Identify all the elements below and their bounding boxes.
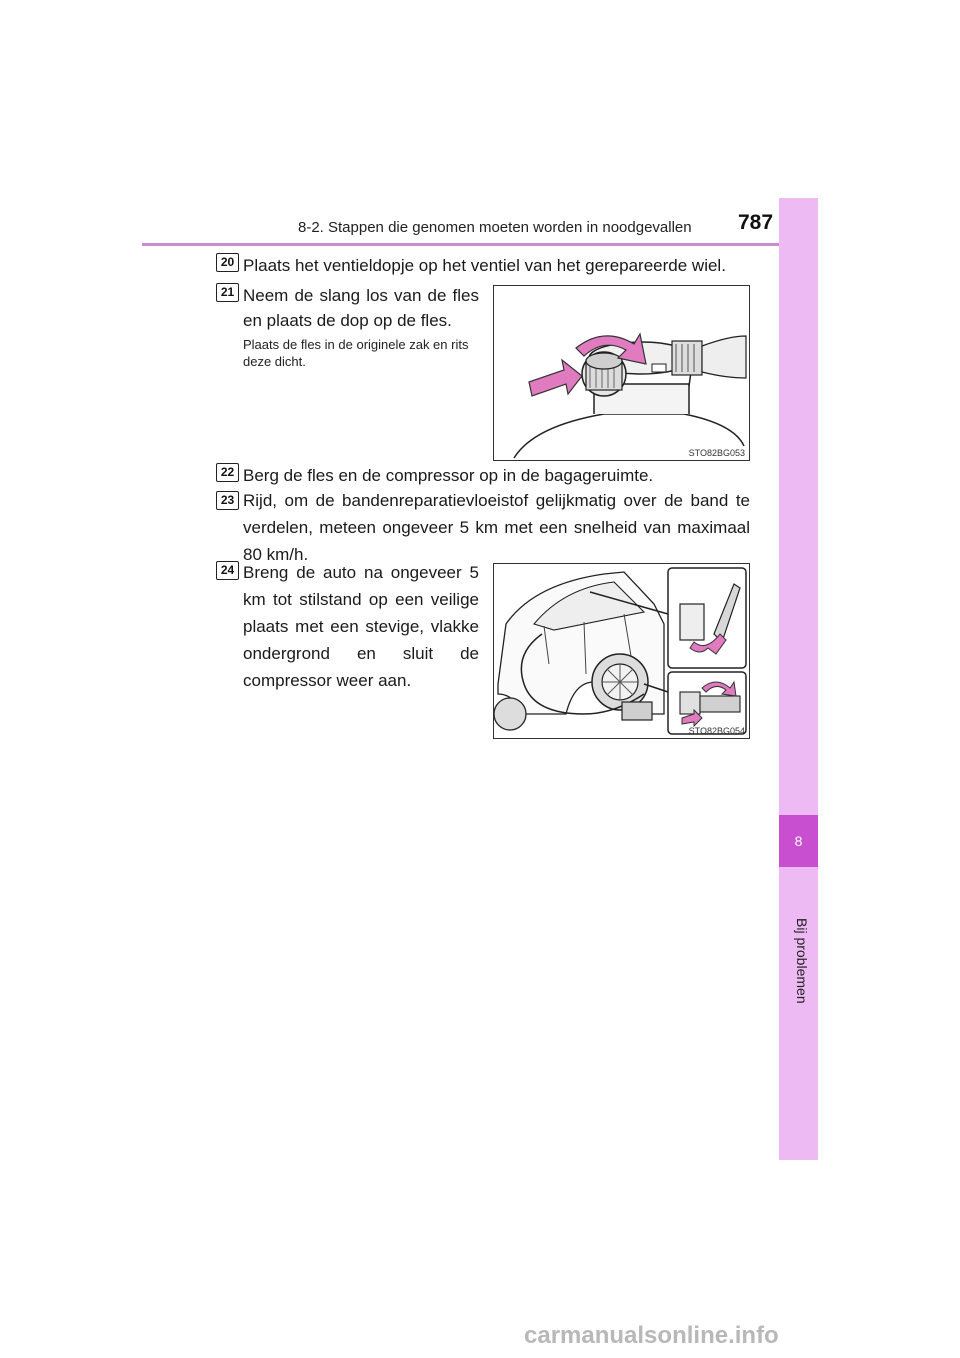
- car-compressor-illustration: [494, 564, 748, 737]
- step-number-23: 23: [216, 491, 239, 510]
- step-note-21: Plaats de fles in de originele zak en rits deze dicht.: [243, 337, 469, 369]
- chapter-title: Bij problemen: [794, 918, 810, 1004]
- figure-bottle-cap: [493, 285, 750, 461]
- header-divider: [142, 243, 818, 246]
- watermark: carmanualsonline.info: [524, 1322, 779, 1349]
- step-number-20: 20: [216, 253, 239, 272]
- figure-code: STO82BG054: [688, 726, 745, 736]
- figure-code: STO82BG053: [688, 448, 745, 458]
- step-text-20: Plaats het ventieldopje op het ventiel van het gerepareerde wiel.: [243, 256, 726, 275]
- step-number-24: 24: [216, 561, 239, 580]
- chapter-number-box: 8: [779, 815, 818, 867]
- page-number: 787: [738, 211, 774, 234]
- step-number-22: 22: [216, 463, 239, 482]
- bottle-cap-illustration: [494, 286, 748, 459]
- section-title: 8-2. Stappen die genomen moeten worden in noodgevallen: [298, 219, 692, 236]
- step-number-21: 21: [216, 283, 239, 302]
- step-text-21: Neem de slang los van de fles en plaats de dop op de fles.: [243, 286, 479, 330]
- step-text-22: Berg de fles en de compressor op in de bagageruimte.: [243, 466, 654, 485]
- step-text-23: Rijd, om de bandenreparatievloeistof gelijkmatig over de band te verdelen, meteen ongeveer 5 km met een snelheid van maximaal 80 km/h.: [243, 491, 750, 564]
- step-text-24: Breng de auto na ongeveer 5 km tot stilstand op een veilige plaats met een stevige, vlakke ondergrond en sluit de compressor weer aan.: [243, 563, 479, 690]
- figure-car-compressor: [493, 563, 750, 739]
